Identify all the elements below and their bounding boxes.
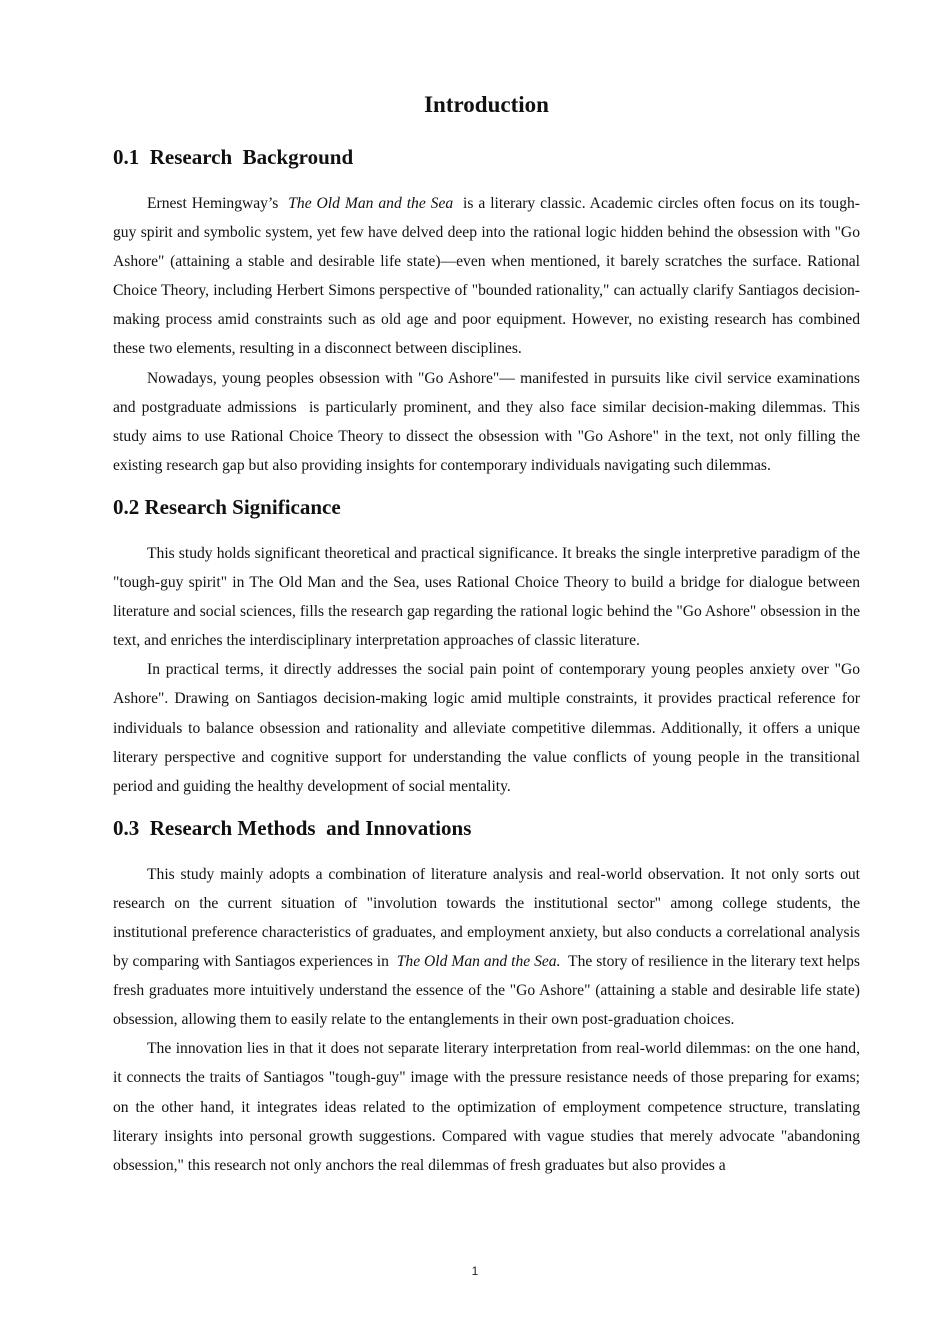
text-run: Ernest Hemingway’s (147, 195, 289, 212)
book-title-italic: The Old Man and the Sea (288, 195, 454, 212)
book-title-italic: The Old Man and the Sea. (396, 953, 561, 971)
paragraph (113, 655, 864, 800)
text-run: In practical terms, it directly addresses the social pain point of contemporary young peoples anxiety over "Go Ashore". Drawing on Santiagos decision-making logic amid multiple constraints, it provides practical reference for individuals to balance obsession and rationality and alleviate competitive dilemmas. Additionally, it offers a unique literary perspective and cognitive support for understanding the value conflicts of young people in the transitional period and guiding the healthy development of social mentality. (113, 661, 864, 795)
text-run: The story of resilience in the literary text helps fresh graduates more intuitively understand the essence of the "Go Ashore" (attaining a stable and desirable life state) obsession, allowing them to easily relate to the entanglements in their own post-graduation choices. (113, 953, 864, 1029)
document-title: Introduction (424, 92, 549, 117)
section-heading: 0.3 Research Methods and Innovations (113, 815, 472, 840)
document-page (113, 88, 864, 1192)
text-run: is a literary classic. Academic circles often focus on its tough-guy spirit and symbolic system, yet few have delved deep into the rational logic hidden behind the obsession with "Go Ashore" (attaining a stable and desirable life state)—even when mentioned, it barely scratches the surface. Rational Choice Theory, including Herbert Simons perspective of "bounded rationality," can actually clarify Santiagos decision-making process amid constraints such as old age and poor equipment. However, no existing research has combined these two elements, resulting in a disconnect between disciplines. (113, 195, 864, 358)
section-research-methods (113, 813, 864, 1180)
section-heading: 0.1 Research Background (113, 145, 354, 169)
section-research-background (113, 142, 864, 480)
paragraph (113, 539, 864, 655)
text-run: This study mainly adopts a combination of literature analysis and real-world observation. It not only sorts out research on the current situation of "involution towards the institutional sector" among college students, the institutional preference characteristics of graduates, and employment anxiety, but also conducts a correlational analysis by comparing with Santiagos experiences in (113, 865, 864, 971)
paragraph (113, 860, 864, 1035)
paragraph (113, 1034, 864, 1179)
section-heading: 0.2 Research Significance (113, 494, 341, 519)
text-run: The innovation lies in that it does not separate literary interpretation from real-world dilemmas: on the one hand, it connects the traits of Santiagos "tough-guy" image with the pressure resistance needs of those preparing for exams; on the other hand, it integrates ideas related to the optimization of employment competence structure, translating literary insights into personal growth suggestions. Compared with vague studies that merely advocate "abandoning obsession," this research not only anchors the real dilemmas of fresh graduates but also provides a (113, 1040, 864, 1174)
page-number: 1 (471, 1264, 479, 1278)
paragraph (113, 189, 864, 364)
text-run: This study holds significant theoretical and practical significance. It breaks the single interpretive paradigm of the "tough-guy spirit" in The Old Man and the Sea, uses Rational Choice Theory to build a bridge for dialogue between literature and social sciences, fills the research gap regarding the rational logic behind the "Go Ashore" obsession in the text, and enriches the interdisciplinary interpretation approaches of classic literature. (113, 544, 864, 650)
text-run: Nowadays, young peoples obsession with "Go Ashore"— manifested in pursuits like civil service examinations and postgraduate admissions is particularly prominent, and they also face similar decision-making dilemmas. This study aims to use Rational Choice Theory to dissect the obsession with "Go Ashore" in the text, not only filling the existing research gap but also providing insights for contemporary individuals navigating such dilemmas. (113, 369, 864, 474)
paragraph (113, 364, 864, 480)
section-research-significance (113, 492, 864, 801)
